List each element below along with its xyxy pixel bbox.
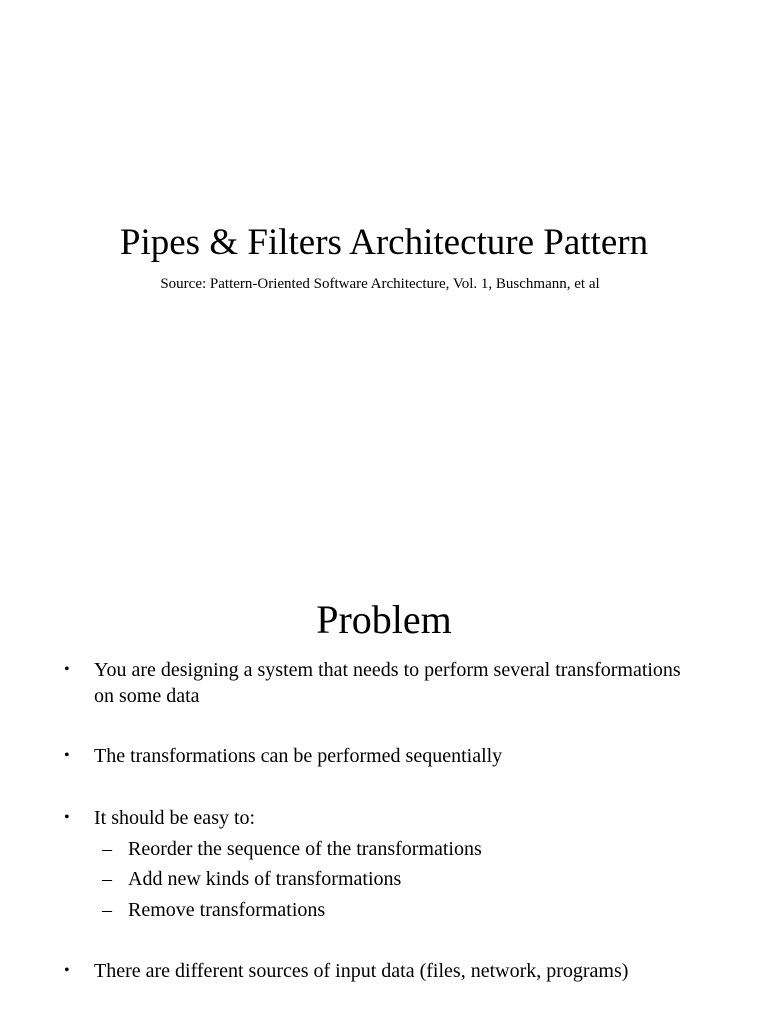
bullet-text: The transformations can be performed sequentially bbox=[94, 745, 503, 767]
dash-icon: – bbox=[102, 868, 112, 890]
bullet-dot-icon: • bbox=[64, 747, 70, 764]
bullet-dot-icon: • bbox=[64, 661, 70, 678]
sub-bullet-text: Reorder the sequence of the transformations bbox=[128, 838, 482, 860]
slide-subtitle-source: Source: Pattern-Oriented Software Architecture, Vol. 1, Buschmann, et al bbox=[160, 276, 600, 292]
sub-bullet-text: Remove transformations bbox=[128, 899, 326, 921]
sub-bullet-text: Add new kinds of transformations bbox=[128, 868, 402, 890]
bullet-text: It should be easy to: bbox=[94, 807, 256, 829]
dash-icon: – bbox=[102, 899, 112, 921]
bullet-text bbox=[94, 657, 734, 709]
slide-title: Pipes & Filters Architecture Pattern bbox=[119, 222, 649, 263]
bullet-text-line-2: on some data bbox=[94, 685, 200, 707]
bullet-dot-icon: • bbox=[64, 809, 70, 826]
dash-icon: – bbox=[102, 838, 112, 860]
bullet-dot-icon: • bbox=[64, 962, 70, 979]
bullet-text-line-1: You are designing a system that needs to perform several transformations bbox=[94, 659, 681, 681]
bullet-text: There are different sources of input data (files, network, programs) bbox=[94, 960, 629, 982]
section-heading-problem: Problem bbox=[316, 597, 452, 642]
